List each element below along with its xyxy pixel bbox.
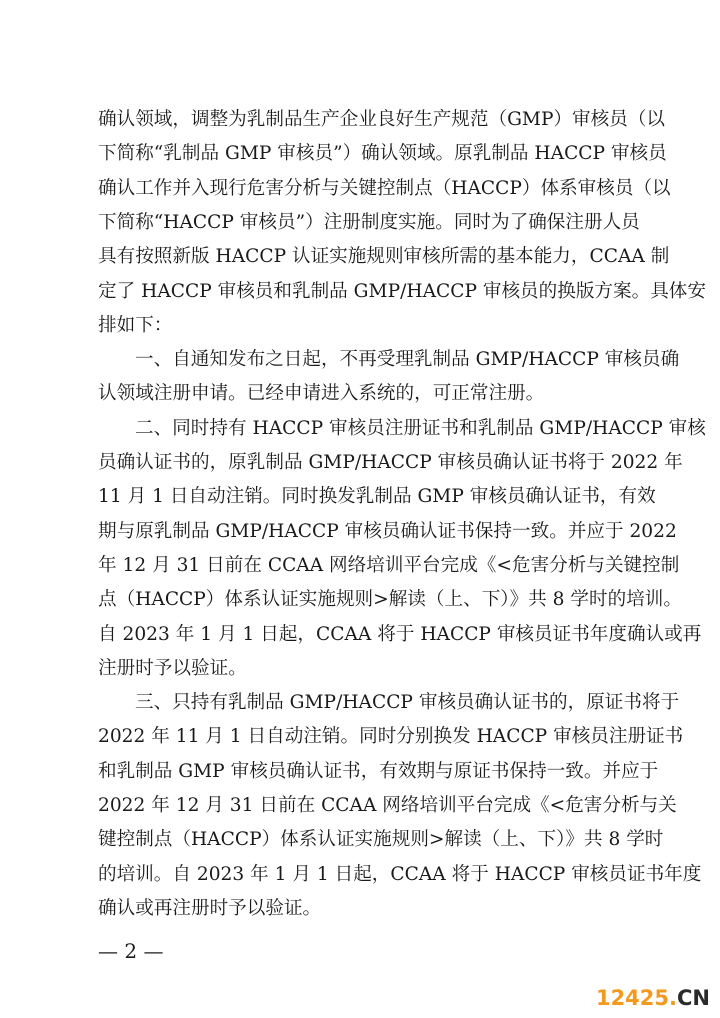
text-line: 确认或再注册时予以验证。 — [98, 897, 322, 919]
text-line: 注册时予以验证。 — [98, 657, 247, 679]
text-line: 下简称“乳制品 GMP 审核员”）确认领域。原乳制品 HACCP 审核员 — [98, 143, 667, 165]
page-number: — 2 — — [98, 939, 164, 964]
text-line: 的培训。自 2023 年 1 月 1 日起，CCAA 将于 HACCP 审核员证书年度 — [98, 863, 702, 885]
text-line: 年 12 月 31 日前在 CCAA 网络培训平台完成《<危害分析与关键控制 — [98, 554, 680, 576]
text-line: 认领域注册申请。已经申请进入系统的，可正常注册。 — [98, 383, 545, 405]
text-line: 排如下： — [98, 314, 173, 336]
text-line: 期与原乳制品 GMP/HACCP 审核员确认证书保持一致。并应于 2022 — [98, 520, 677, 542]
text-line: 具有按照新版 HACCP 认证实施规则审核所需的基本能力，CCAA 制 — [98, 246, 670, 268]
watermark-digits: 12425 — [595, 986, 670, 1010]
text-line: 确认领域，调整为乳制品生产企业良好生产规范（GMP）审核员（以 — [98, 109, 666, 130]
paragraph-1-line: 一、自通知发布之日起，不再受理乳制品 GMP/HACCP 审核员确 — [135, 349, 680, 371]
text-line: 点（HACCP）体系认证实施规则>解读（上、下）》共 8 学时的培训。 — [98, 589, 682, 611]
text-line: 自 2023 年 1 月 1 日起，CCAA 将于 HACCP 审核员证书年度确认或再 — [98, 623, 702, 645]
watermark-dot: . — [669, 986, 677, 1010]
text-line: 键控制点（HACCP）体系认证实施规则>解读（上、下）》共 8 学时 — [98, 829, 664, 851]
text-line: 11 月 1 日自动注销。同时换发乳制品 GMP 审核员确认证书，有效 — [98, 486, 656, 508]
text-line: 2022 年 12 月 31 日前在 CCAA 网络培训平台完成《<危害分析与关 — [98, 795, 677, 816]
text-line: 员确认证书的，原乳制品 GMP/HACCP 审核员确认证书将于 2022 年 — [98, 452, 683, 473]
text-line: 和乳制品 GMP 审核员确认证书，有效期与原证书保持一致。并应于 — [98, 760, 659, 782]
watermark-logo — [596, 986, 710, 1010]
text-line: 确认工作并入现行危害分析与关键控制点（HACCP）体系审核员（以 — [98, 177, 671, 199]
watermark-suffix: CN — [677, 986, 710, 1010]
text-line: 下简称“HACCP 审核员”）注册制度实施。同时为了确保注册人员 — [98, 211, 640, 233]
paragraph-3-line: 三、只持有乳制品 GMP/HACCP 审核员确认证书的，原证书将于 — [135, 692, 680, 714]
paragraph-2-line: 二、同时持有 HACCP 审核员注册证书和乳制品 GMP/HACCP 审核 — [135, 417, 706, 439]
text-line: 2022 年 11 月 1 日自动注销。同时分别换发 HACCP 审核员注册证书 — [98, 726, 684, 748]
text-line: 定了 HACCP 审核员和乳制品 GMP/HACCP 审核员的换版方案。具体安 — [98, 280, 706, 302]
